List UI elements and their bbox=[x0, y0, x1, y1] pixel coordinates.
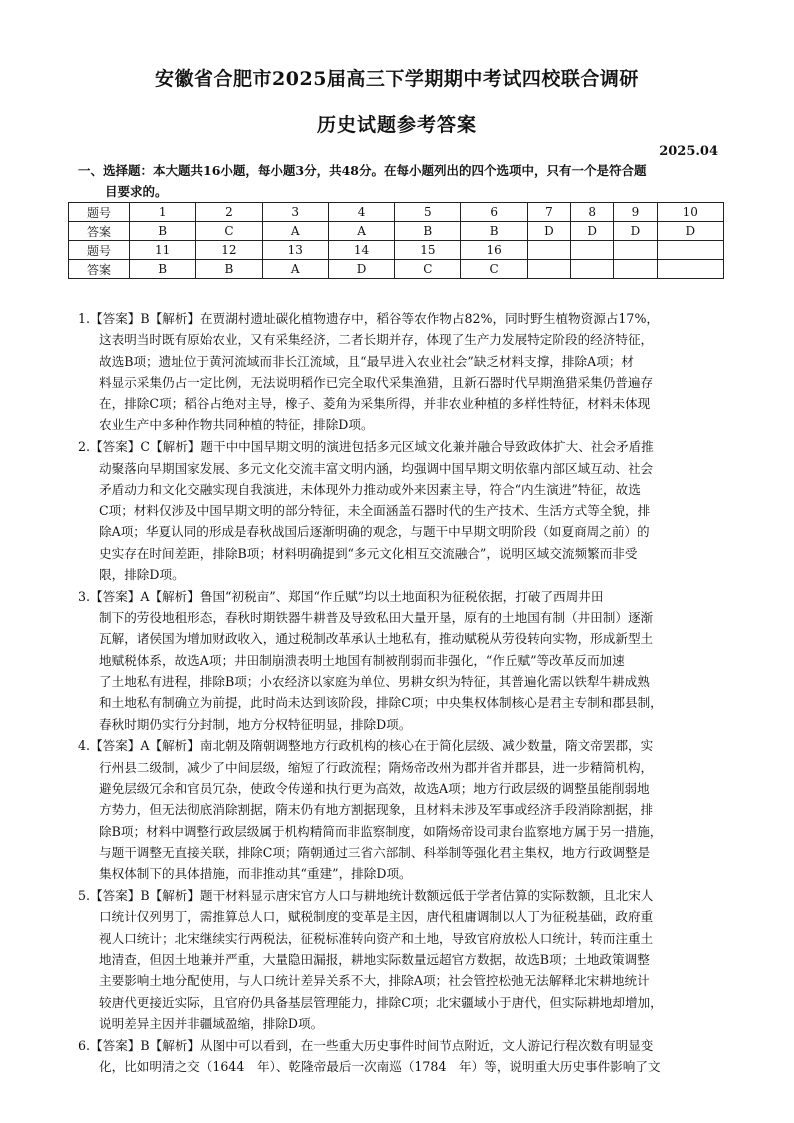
answer-line: 1.【答案】B【解析】在贾湖村遗址碳化植物遗存中，稻谷等农作物占82%，同时野生植物资源占17%， bbox=[78, 311, 660, 326]
answer-line: 地清查，但因土地兼并严重，大量隐田漏报，耕地实际数量远超官方数据，故选B项；土地政策调整 bbox=[99, 951, 650, 967]
answer-line: 行州县二级制，减少了中间层级，缩短了行政流程；隋炀帝改州为郡并省并郡县，进一步精简机构， bbox=[99, 759, 654, 775]
answer-line: 化，比如明清之交（1644 年）、乾隆帝最后一次南巡（1784 年）等，说明重大历史事件影响了文 bbox=[99, 1058, 661, 1074]
table-cell bbox=[571, 260, 614, 279]
table-cell: C bbox=[395, 260, 461, 279]
answer-line: 在，排除C项；稻谷占绝对主导，橡子、菱角为采集所得，并非农业种植的多样性特征，材料未体现 bbox=[99, 396, 651, 412]
answer-line: 2.【答案】C【解析】题干中中国早期文明的演进包括多元区域文化兼并融合导致政体扩大、社会矛盾推 bbox=[78, 439, 654, 455]
answer-line: 与题干调整无直接关联，排除C项；隋朝通过三省六部制、科举制等强化君主集权，地方行政调整是 bbox=[99, 844, 651, 860]
table-row-label: 题号 bbox=[69, 241, 130, 260]
answer-item bbox=[78, 436, 726, 585]
table-row bbox=[69, 260, 724, 279]
table-cell bbox=[657, 241, 723, 260]
answer-line: 主要影响土地分配使用，与人口统计差异关系不大，排除A项；社会管控松弛无法解释北宋耕地统计 bbox=[99, 973, 650, 989]
table-cell bbox=[614, 241, 657, 260]
table-cell: 5 bbox=[395, 203, 461, 222]
table-cell: 8 bbox=[571, 203, 614, 222]
table-cell: C bbox=[196, 222, 262, 241]
answer-explanations bbox=[78, 308, 726, 1078]
table-cell: 11 bbox=[130, 241, 196, 260]
answer-line: 4.【答案】A【解析】南北朝及隋朝调整地方行政机构的核心在于简化层级、减少数量，隋文帝罢郡，实 bbox=[78, 738, 654, 754]
answer-line: 和土地私有制确立为前提，此时尚未达到该阶段，排除C项；中央集权体制核心是君主专制和郡县制， bbox=[99, 695, 663, 711]
table-cell: 16 bbox=[461, 241, 527, 260]
table-cell: D bbox=[614, 222, 657, 241]
answer-line: 较唐代更接近实际，且官府仍具备基层管理能力，排除C项；北宋疆域小于唐代，但实际耕地却增加， bbox=[99, 994, 663, 1010]
answer-item bbox=[78, 586, 726, 735]
table-cell: B bbox=[395, 222, 461, 241]
table-row-label: 题号 bbox=[69, 203, 130, 222]
table-row-label: 答案 bbox=[69, 260, 130, 279]
table-cell: C bbox=[461, 260, 527, 279]
table-cell: 12 bbox=[196, 241, 262, 260]
table-cell: 4 bbox=[328, 203, 394, 222]
table-cell bbox=[657, 260, 723, 279]
table-cell bbox=[527, 241, 570, 260]
answer-line: 地赋税体系，故选A项；井田制崩溃表明土地国有制被削弱而非强化，“作丘赋”等改革反而加速 bbox=[99, 652, 625, 668]
answer-line: 5.【答案】B【解析】题干材料显示唐宋官方人口与耕地统计数额远低于学者估算的实际数额，且北宋人 bbox=[78, 888, 654, 904]
answer-line: 春秋时期仍实行分封制，地方分权特征明显，排除D项。 bbox=[99, 716, 412, 732]
table-row bbox=[69, 203, 724, 222]
document-subtitle: 历史试题参考答案 bbox=[316, 114, 477, 136]
answer-item bbox=[78, 1035, 726, 1078]
table-cell: D bbox=[657, 222, 723, 241]
table-cell: D bbox=[571, 222, 614, 241]
table-cell: 6 bbox=[461, 203, 527, 222]
table-cell: 3 bbox=[262, 203, 328, 222]
table-row-label: 答案 bbox=[69, 222, 130, 241]
table-cell: 7 bbox=[527, 203, 570, 222]
section-intro-line: 目要求的。 bbox=[105, 184, 168, 199]
answer-line: 了土地私有进程，排除B项；小农经济以家庭为单位、男耕女织为特征，其普遍化需以铁犁牛耕成熟 bbox=[99, 674, 650, 690]
answer-line: 除A项；华夏认同的形成是春秋战国后逐渐明确的观念，与题干中早期文明阶段（如夏商周之前）的 bbox=[99, 524, 650, 540]
answer-item bbox=[78, 735, 726, 884]
table-cell: B bbox=[461, 222, 527, 241]
answer-line: 瓦解，诸侯国为增加财政收入，通过税制改革承认土地私有，推动赋税从劳役转向实物，形成新型土 bbox=[99, 631, 654, 647]
answer-line: 集权体制下的具体措施，而非推动其“重建”，排除D项。 bbox=[99, 866, 412, 882]
table-cell: 9 bbox=[614, 203, 657, 222]
answer-line: C项；材料仅涉及中国早期文明的部分特征，未全面涵盖石器时代的生产技术、生活方式等全貌，排 bbox=[99, 503, 651, 519]
table-cell bbox=[614, 260, 657, 279]
answer-line: 动聚落向早期国家发展、多元文化交流丰富文明内涵，均强调中国早期文明依靠内部区域互动、社会 bbox=[99, 460, 654, 476]
table-row bbox=[69, 222, 724, 241]
table-cell: D bbox=[328, 260, 394, 279]
answer-line: 料显示采集仍占一定比例，无法说明稻作已完全取代采集渔猎，且新石器时代早期渔猎采集仍普遍存 bbox=[99, 374, 654, 390]
answer-line: 制下的劳役地租形态，春秋时期铁器牛耕普及导致私田大量开垦，原有的土地国有制（井田制）逐渐 bbox=[99, 610, 654, 626]
answer-line: 口统计仅列男丁，需推算总人口，赋税制度的变革是主因，唐代租庸调制以人丁为征税基础，政府重 bbox=[99, 909, 654, 925]
table-cell: B bbox=[130, 260, 196, 279]
answer-line: 说明差异主因并非疆域盈缩，排除D项。 bbox=[99, 1015, 324, 1031]
answer-line: 限，排除D项。 bbox=[99, 567, 185, 583]
table-cell: A bbox=[262, 222, 328, 241]
table-cell: 13 bbox=[262, 241, 328, 260]
table-cell: 14 bbox=[328, 241, 394, 260]
table-row bbox=[69, 241, 724, 260]
answer-line: 故选B项；遗址位于黄河流域而非长江流域，且“最早进入农业社会”缺乏材料支撑，排除A项；材 bbox=[99, 353, 634, 369]
table-cell: 10 bbox=[657, 203, 723, 222]
table-cell: B bbox=[130, 222, 196, 241]
answer-line: 3.【答案】A【解析】鲁国“初税亩”、郑国“作丘赋”均以土地面积为征税依据，打破了西周井田 bbox=[78, 588, 604, 604]
section-intro-line: 一、选择题：本大题共16小题，每小题3分，共48分。在每小题列出的四个选项中，只有一个是符合题 bbox=[78, 163, 647, 178]
answer-line: 史实存在时间差距，排除B项；材料明确提到“多元文化相互交流融合”，说明区域交流频繁而非受 bbox=[99, 545, 638, 561]
answer-line: 除B项；材料中调整行政层级属于机构精简而非监察制度，如隋炀帝设司隶台监察地方属于另一措施， bbox=[99, 823, 663, 839]
table-cell bbox=[527, 260, 570, 279]
answer-line: 视人口统计；北宋继续实行两税法，征税标准转向资产和土地，导致官府放松人口统计，转而注重土 bbox=[99, 930, 654, 946]
answer-line: 方势力，但无法彻底消除割据，隋末仍有地方割据现象，且材料未涉及军事或经济手段消除割据，排 bbox=[99, 802, 654, 818]
table-cell: 15 bbox=[395, 241, 461, 260]
table-cell: A bbox=[262, 260, 328, 279]
table-cell bbox=[571, 241, 614, 260]
answer-item bbox=[78, 885, 726, 1034]
table-cell: 2 bbox=[196, 203, 262, 222]
answer-line: 这表明当时既有原始农业，又有采集经济，二者长期并存，体现了生产力发展特定阶段的经济特征， bbox=[99, 332, 654, 348]
document-date: 2025.04 bbox=[659, 144, 718, 159]
answer-line: 避免层级冗余和官员冗杂，使政令传递和执行更为高效，故选A项；地方行政层级的调整虽能削弱地 bbox=[99, 781, 650, 797]
answer-line: 矛盾动力和文化交融实现自我演进，未体现外力推动或外来因素主导，符合“内生演进”特征，故选 bbox=[99, 481, 641, 497]
answer-line: 6.【答案】B【解析】从图中可以看到，在一些重大历史事件时间节点附近，文人游记行程次数有明显变 bbox=[78, 1037, 654, 1053]
answer-line: 农业生产中多种作物共同种植的特征，排除D项。 bbox=[99, 417, 374, 433]
table-cell: 1 bbox=[130, 203, 196, 222]
answer-item bbox=[78, 308, 726, 436]
table-cell: D bbox=[527, 222, 570, 241]
table-cell: A bbox=[328, 222, 394, 241]
answer-table bbox=[68, 202, 724, 279]
section-intro bbox=[78, 160, 728, 202]
table-cell: B bbox=[196, 260, 262, 279]
document-title: 安徽省合肥市2025届高三下学期期中考试四校联合调研 bbox=[155, 68, 639, 90]
